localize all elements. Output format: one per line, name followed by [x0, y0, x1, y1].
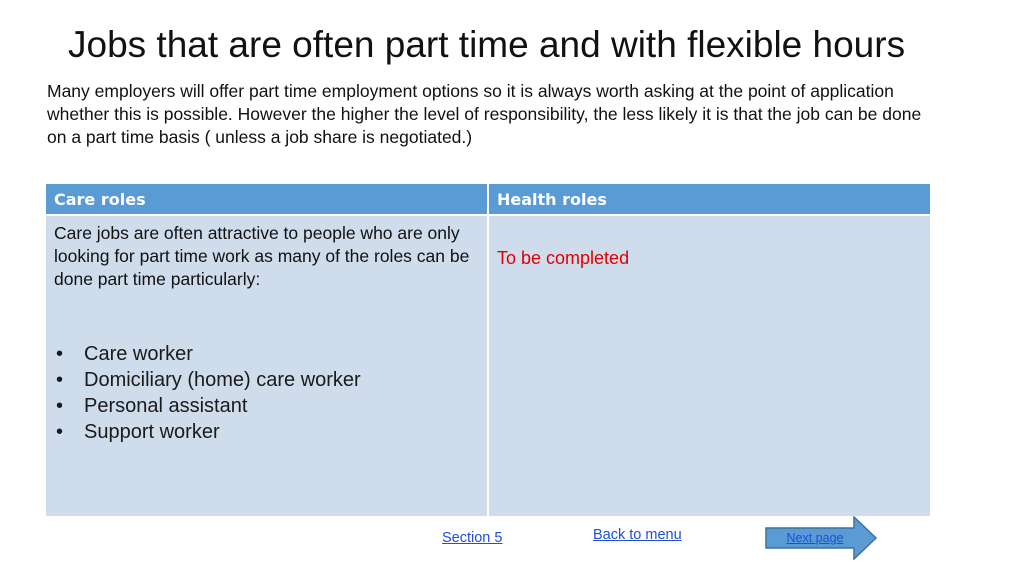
- health-roles-cell: [489, 216, 930, 516]
- bullet-icon: •: [56, 343, 64, 365]
- back-to-menu-link[interactable]: Back to menu: [593, 527, 682, 543]
- list-item: • Personal assistant: [56, 395, 248, 417]
- list-item: • Care worker: [56, 343, 193, 365]
- next-page-button[interactable]: [765, 516, 877, 560]
- section-5-link[interactable]: Section 5: [442, 530, 503, 546]
- page-title: Jobs that are often part time and with flexible hours: [68, 24, 906, 65]
- bullet-icon: •: [56, 421, 64, 443]
- bullet-icon: •: [56, 369, 64, 391]
- bullet-icon: •: [56, 395, 64, 417]
- intro-paragraph: Many employers will offer part time employment options so it is always worth asking at the point of application whether this is possible. However the higher the level of responsibility, the less likely it is that the job can be done on a part time basis ( unless a job share is negotiated.): [47, 81, 922, 147]
- health-roles-placeholder: To be completed: [497, 248, 630, 268]
- care-roles-cell: [46, 216, 487, 516]
- care-roles-list: [54, 341, 479, 445]
- list-item: • Domiciliary (home) care worker: [56, 369, 361, 391]
- health-roles-header: Health roles: [489, 184, 930, 214]
- list-item: • Support worker: [56, 421, 220, 443]
- care-roles-header: Care roles: [46, 184, 487, 214]
- care-roles-text: Care jobs are often attractive to people who are only looking for part time work as many of the roles can be done part time particularly:: [54, 223, 470, 289]
- roles-table: [46, 184, 930, 516]
- next-page-label[interactable]: Next page: [786, 531, 844, 545]
